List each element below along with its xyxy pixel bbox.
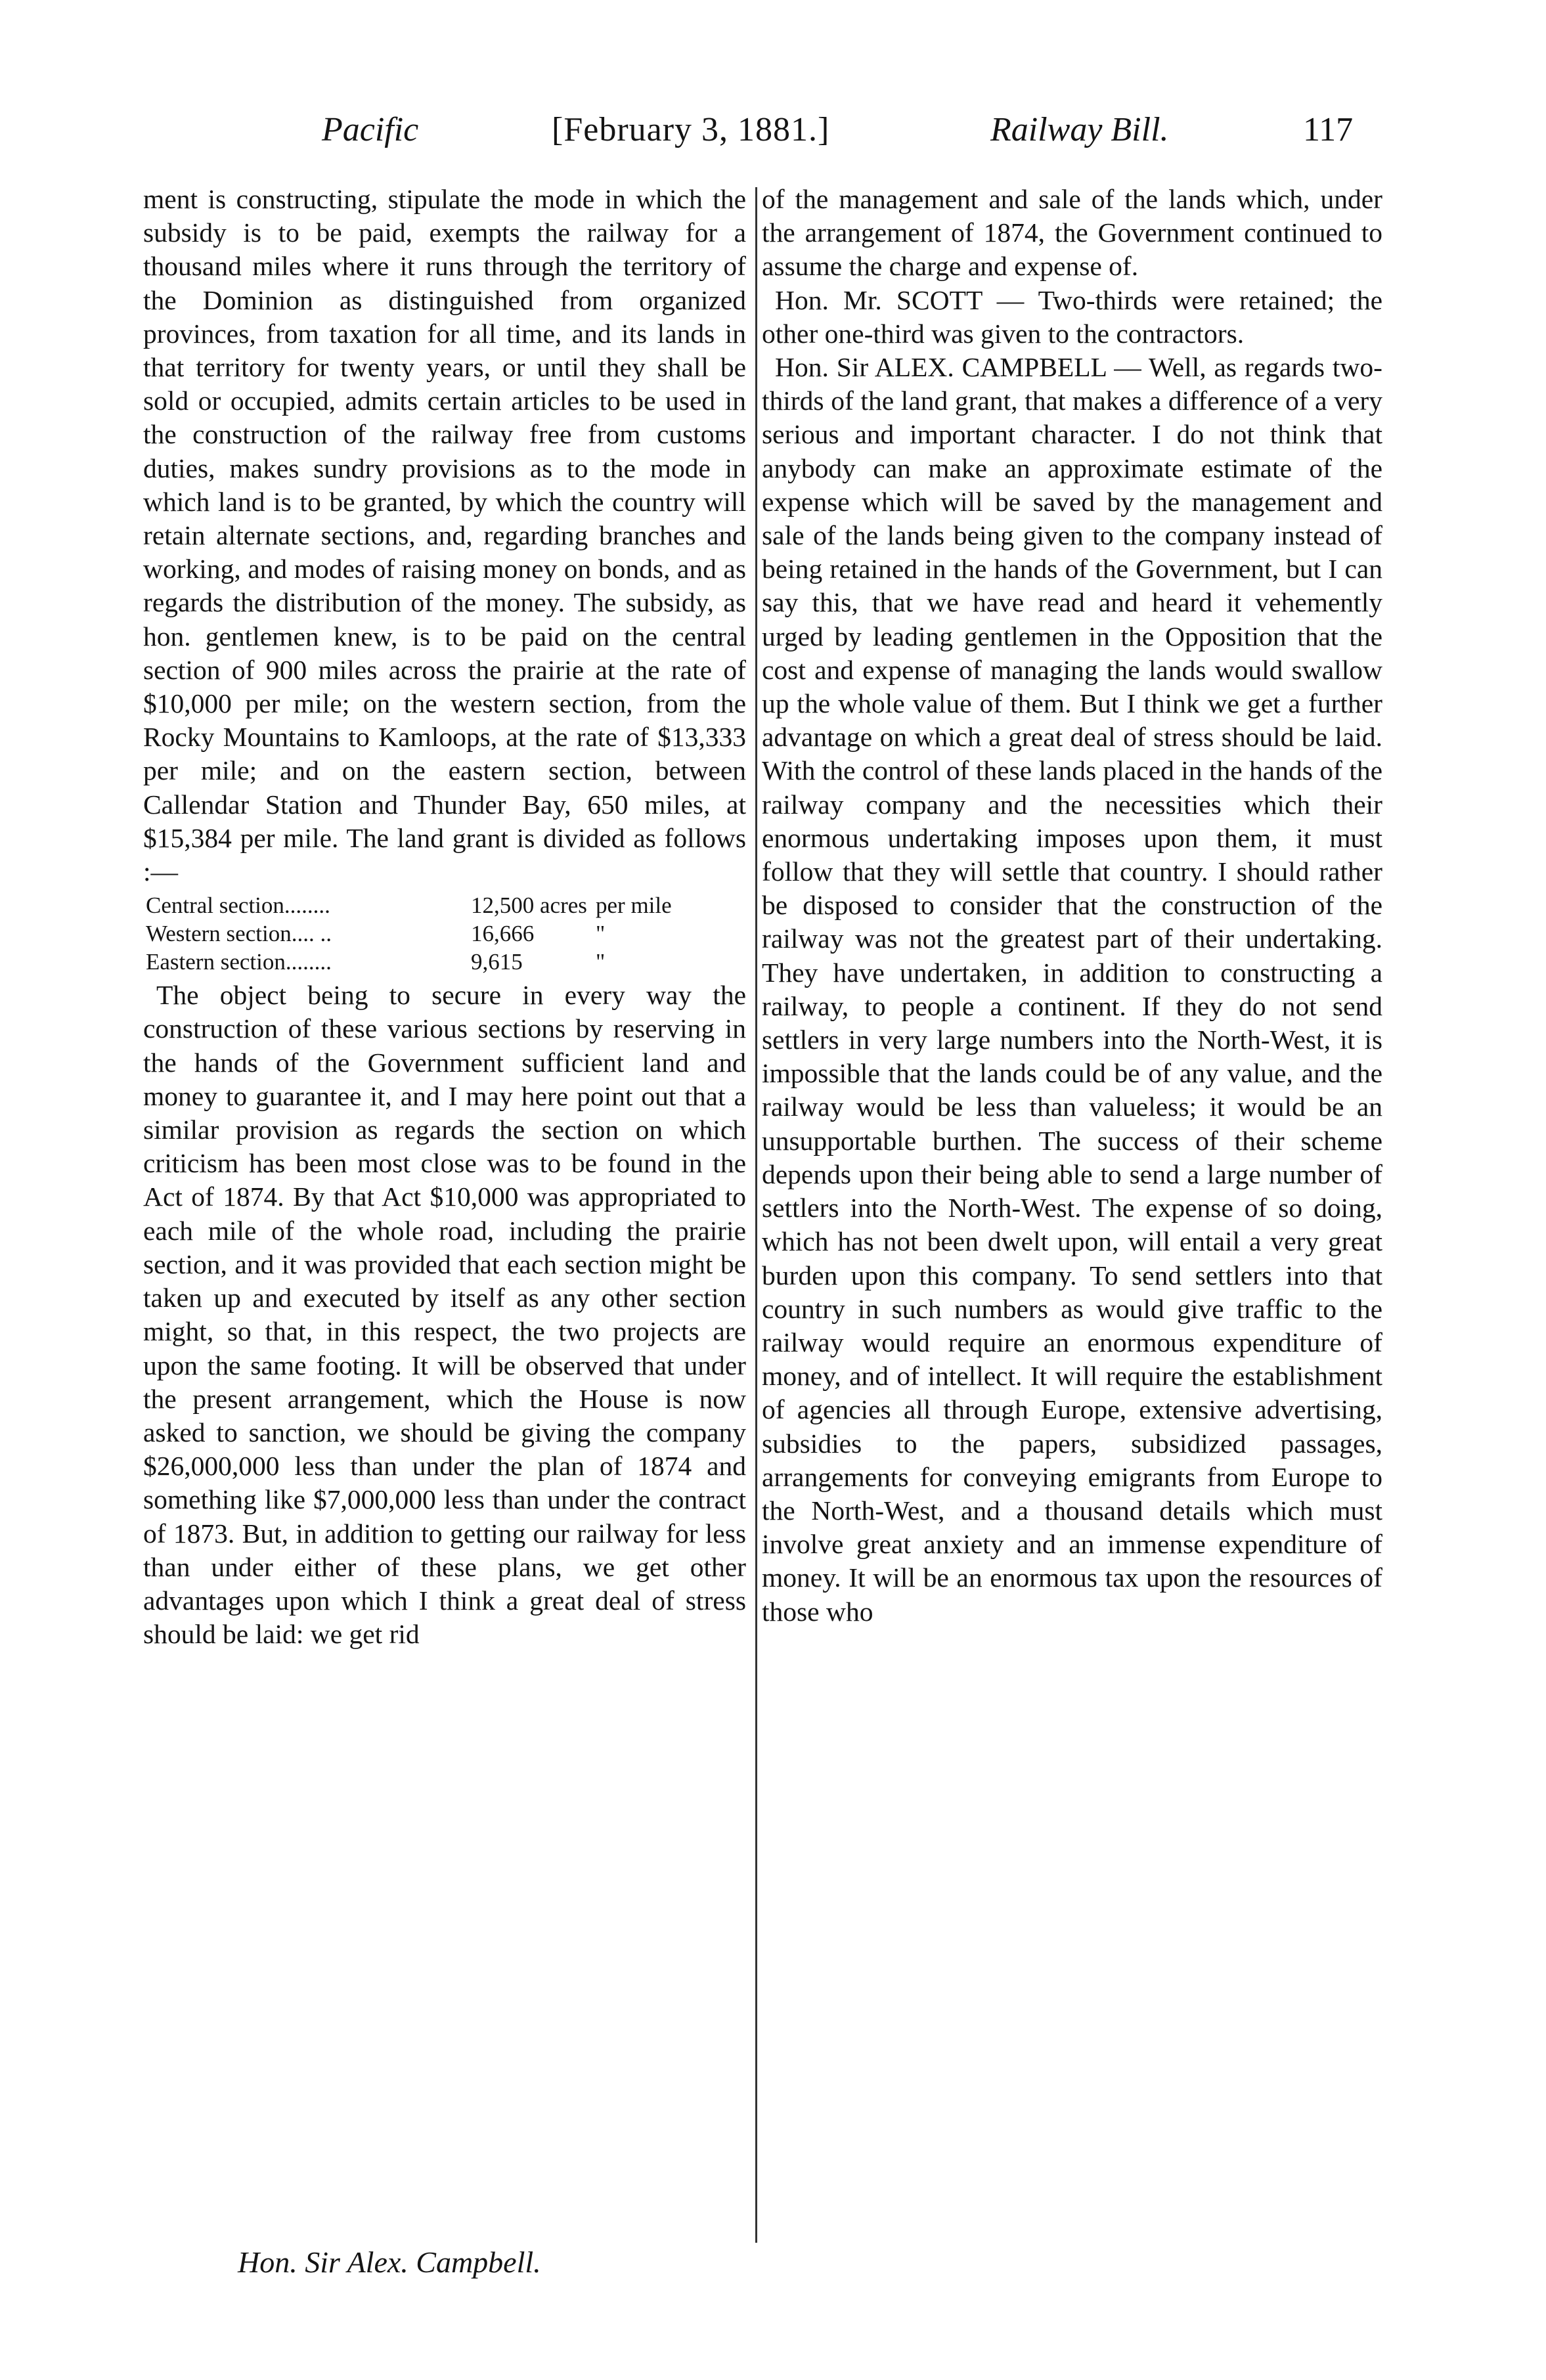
- land-grant-section: Central section........: [146, 892, 330, 919]
- page-header: [0, 110, 1546, 163]
- header-left: Pacific: [322, 111, 419, 148]
- page-number: 117: [1303, 111, 1354, 148]
- land-grant-unit: ": [596, 921, 606, 947]
- right-paragraph-3: Hon. Sir ALEX. CAMPBELL — Well, as regards two-thirds of the land grant, that makes a difference of a very serious and important character. I do not think that anybody can make an approximate estimate of the expense which will be saved by the management and sale of the lands being given to the company instead of being retained in the hands of the Government, but I can say this, that we have read and heard it vehemently urged by leading gentlemen in the Opposition that the cost and expense of managing the lands would swallow up the whole value of them. But I think we get a further advantage on which a great deal of stress should be laid. With the control of these lands placed in the hands of the railway company and the necessities which their enormous undertaking imposes upon them, it must follow that they will settle that country. I should rather be disposed to consider that the construction of the railway was not the greatest part of their undertaking. They have undertaken, in addition to constructing a railway, to people a continent. If they do not send settlers in very large numbers into the North-West, it is impossible that the lands could be of any value, and the railway would be less than valueless; it would be an unsupportable burthen. The success of their scheme depends upon their being able to send a large number of settlers into the North-West. The expense of so doing, which has not been dwelt upon, will entail a very great burden upon this company. To send settlers into that country in such numbers as would give traffic to the railway would require an enormous expenditure of money, and of intellect. It will require the establishment of agencies all through Europe, extensive advertising, subsidies to the papers, subsidized passages, arrangements for conveying emigrants from Europe to the North-West, and a thousand details which must involve great anxiety and an immense expenditure of money. It will be an enormous tax upon the resources of those who: [762, 352, 1382, 1627]
- right-paragraph-1: of the management and sale of the lands which, under the arrangement of 1874, the Government continued to assume the charge and expense of.: [762, 184, 1382, 282]
- left-paragraph-2: The object being to secure in every way the construction of these various sections by reserving in the hands of the Government sufficient land and money to guarantee it, and I may here point out that a similar provision as regards the section on which criticism has been most close was to be found in the Act of 1874. By that Act $10,000 was appropriated to each mile of the whole road, including the prairie section, and it was provided that each section might be taken up and executed by itself as any other section might, so that, in this respect, the two projects are upon the same footing. It will be observed that under the present arrangement, which the House is now asked to sanction, we should be giving the company $26,000,000 less than under the plan of 1874 and something like $7,000,000 less than under the contract of 1873. But, in addition to getting our railway for less than under either of these plans, we get other advantages upon which I think a great deal of stress should be laid: we get rid: [143, 980, 746, 1650]
- column-divider: [755, 187, 757, 2243]
- right-paragraph-2: Hon. Mr. SCOTT — Two-thirds were retained; the other one-third was given to the contractors.: [762, 284, 1382, 349]
- speaker-footer: Hon. Sir Alex. Campbell.: [238, 2245, 541, 2279]
- land-grant-acres: 12,500 acres: [471, 892, 587, 919]
- land-grant-row: [143, 919, 746, 948]
- land-grant-acres: 9,615: [471, 949, 523, 975]
- land-grant-table: [143, 891, 746, 976]
- land-grant-section: Western section.... ..: [146, 921, 332, 947]
- right-column: [762, 183, 1382, 1629]
- header-right: Railway Bill.: [990, 111, 1169, 148]
- land-grant-acres: 16,666: [471, 921, 535, 947]
- land-grant-unit: ": [596, 949, 606, 975]
- land-grant-row: [143, 891, 746, 919]
- left-paragraph-1: ment is constructing, stipulate the mode in which the subsidy is to be paid, exempts the railway for a thousand miles where it runs through the territory of the Dominion as distinguished from organized provinces, from taxation for all time, and its lands in that territory for twenty years, or until they shall be sold or occupied, admits certain articles to be used in the construction of the railway free from customs duties, makes sundry provisions as to the mode in which land is to be granted, by which the country will retain alternate sections, and, regarding branches and working, and modes of raising money on bonds, and as regards the distribution of the money. The subsidy, as hon. gentlemen knew, is to be paid on the central section of 900 miles across the prairie at the rate of $10,000 per mile; on the western section, from the Rocky Mountains to Kamloops, at the rate of $13,333 per mile; and on the eastern section, between Callendar Station and Thunder Bay, 650 miles, at $15,384 per mile. The land grant is divided as follows :—: [143, 184, 746, 887]
- header-date: [February 3, 1881.]: [552, 111, 830, 148]
- land-grant-unit: per mile: [596, 892, 672, 919]
- left-column: [143, 183, 746, 1651]
- land-grant-section: Eastern section........: [146, 949, 332, 975]
- land-grant-row: [143, 948, 746, 976]
